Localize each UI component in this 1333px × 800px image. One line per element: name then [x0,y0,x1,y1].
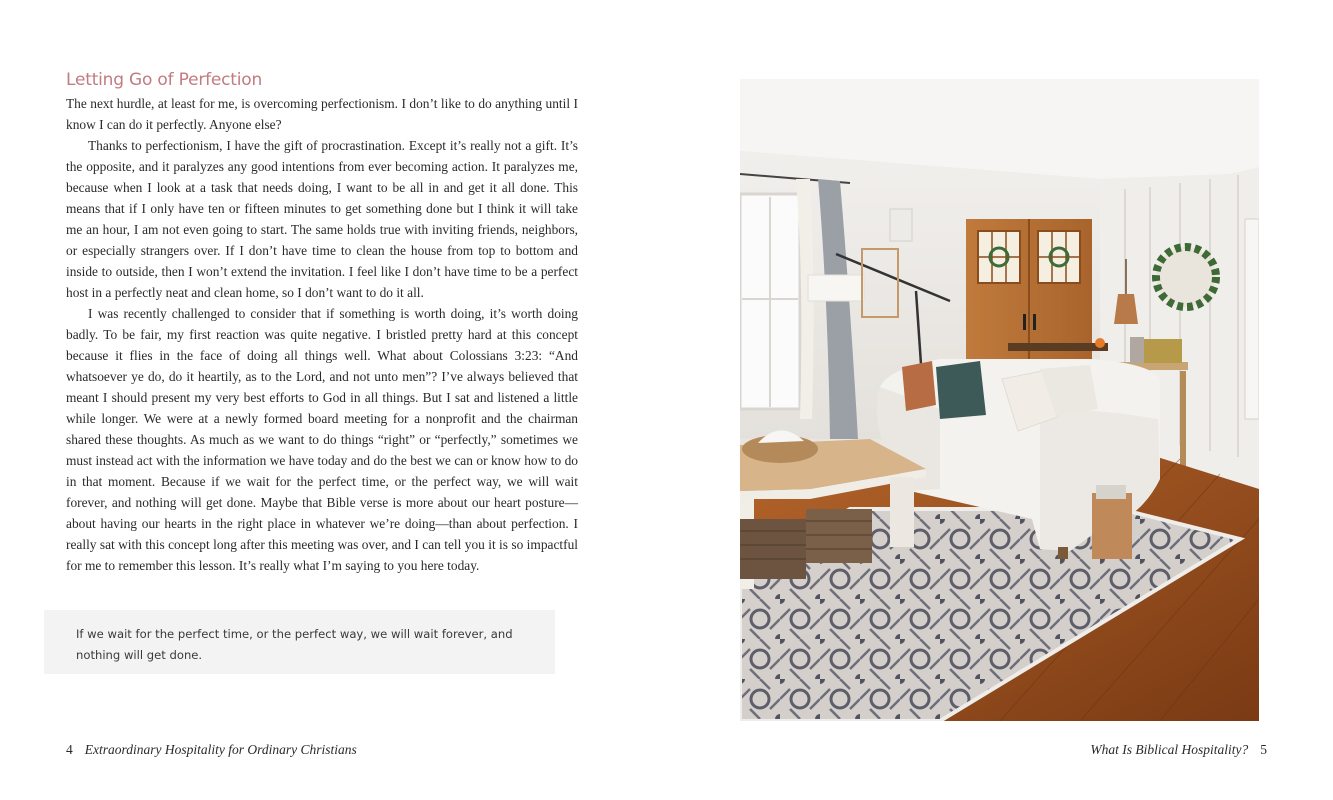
pullquote [44,610,555,674]
paragraph-3: I was recently challenged to consider that if something is worth doing, it’s worth doing badly. To be fair, my first reaction was quite negative. I bristled pretty hard at this concept because it flies in the face of doing all things well. What about Colossians 3:23: “And whatsoever ye do, do it heartily, as to the Lord, and not unto men”? I’ve always believed that meant I should present my very best efforts to God in all things. But I sat and listened a little while longer. We were at a newly formed board meeting for a nonprofit and the chairman shared these thoughts. As much as we want to do things “right” or “perfectly,” sometimes we must instead act with the information we have today and do the best we can or know how to do in that moment. Because if we wait for the perfect time, or the perfect way, we will wait forever, and nothing will get done. Maybe that Bible verse is more about our heart posture—about having our hearts in the right place in whatever we’re doing—than about perfection. I really sat with this concept long after this meeting was over, and I can tell you it is so impactful for me to remember this lesson. It’s really what I’m saying to you here today. [66,306,578,573]
running-title-right: What Is Biblical Hospitality? [1090,742,1249,757]
body-text [66,93,578,576]
section-heading: Letting Go of Perfection [66,70,263,90]
paragraph-2: Thanks to perfectionism, I have the gift of procrastination. Except it’s really not a gift. It’s the opposite, and it paralyzes any good intentions from ever becoming action. It paralyzes me, because when I look at a task that needs doing, I want to be all in and get it all done. This means that if I only have ten or fifteen minutes to get something done but I think it will take me an hour, I am not even going to start. The same holds true with inviting friends, neighbors, or especially strangers over. If I don’t have time to clean the house from top to bottom and inside to outside, then I won’t extend the invitation. I feel like I don’t have time to be a perfect host in a perfectly neat and clean home, so I don’t want to do it all. [66,138,578,300]
footer-right [1090,742,1267,758]
page-number-right: 5 [1260,742,1267,757]
page-number-left: 4 [66,742,73,757]
pullquote-text: If we wait for the perfect time, or the perfect way, we will wait forever, and nothing will get done. [76,627,513,662]
living-room-photo [740,79,1259,721]
footer-left [66,742,357,758]
paragraph-1: The next hurdle, at least for me, is overcoming perfectionism. I don’t like to do anything until I know I can do it perfectly. Anyone else? [66,96,578,132]
running-title-left: Extraordinary Hospitality for Ordinary Christians [84,742,357,757]
left-page [0,0,666,800]
living-room-illustration [740,79,1259,721]
